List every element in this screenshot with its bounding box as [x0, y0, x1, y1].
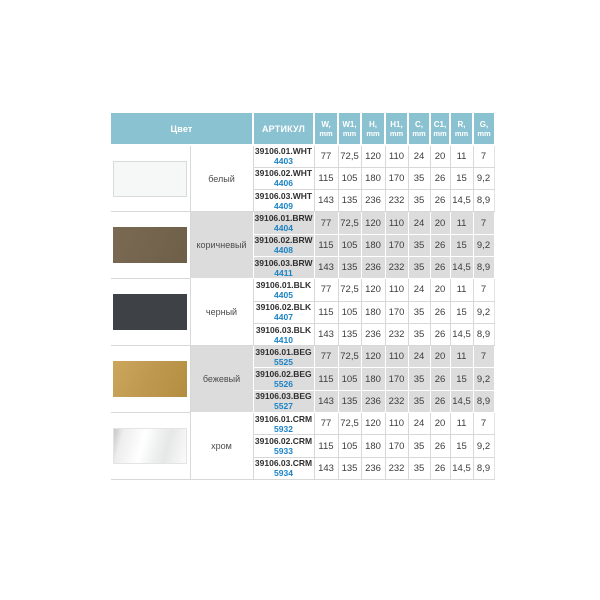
dim-value: 110	[385, 279, 408, 301]
color-swatch-cell	[111, 279, 190, 346]
dim-value: 135	[338, 323, 361, 345]
dim-value: 232	[385, 390, 408, 412]
dim-label: R,	[457, 119, 466, 129]
dim-value: 77	[314, 212, 338, 234]
dim-value: 15	[450, 435, 473, 457]
article-cell	[253, 457, 314, 479]
dim-label: C,	[415, 119, 423, 129]
dim-value: 115	[314, 167, 338, 189]
dim-value: 135	[338, 190, 361, 212]
dim-value: 20	[430, 346, 450, 368]
article-number-link[interactable]: 5932	[274, 423, 293, 434]
dim-value: 35	[408, 167, 430, 189]
color-name: черный	[190, 279, 253, 346]
dim-value: 14,5	[450, 323, 473, 345]
header-row	[111, 113, 494, 145]
spec-row	[111, 212, 494, 234]
dim-value: 72,5	[338, 413, 361, 435]
dim-value: 135	[338, 457, 361, 479]
dim-value: 105	[338, 234, 361, 256]
dim-unit-label: mm	[389, 128, 404, 138]
article-code: 39106.03.WHT	[254, 190, 313, 201]
dim-value: 135	[338, 390, 361, 412]
dim-unit-label: mm	[433, 128, 447, 138]
dim-unit-label: mm	[454, 128, 469, 138]
dim-unit-label: mm	[366, 128, 380, 138]
color-name: бежевый	[190, 346, 253, 413]
dim-value: 77	[314, 279, 338, 301]
article-code: 39106.02.CRM	[254, 436, 313, 446]
dim-value: 135	[338, 256, 361, 278]
dim-label: W1,	[342, 119, 357, 129]
dim-value: 105	[338, 435, 361, 457]
article-number-link[interactable]: 5933	[274, 446, 293, 456]
dim-value: 14,5	[450, 457, 473, 479]
dim-value: 180	[361, 301, 385, 323]
brown-color-swatch	[113, 227, 187, 263]
dim-value: 24	[408, 413, 430, 435]
article-number-link[interactable]: 4407	[274, 312, 293, 323]
article-code: 39106.01.BRW	[254, 213, 313, 224]
dim-value: 14,5	[450, 256, 473, 278]
dim-value: 7	[473, 212, 494, 234]
color-name: хром	[190, 413, 253, 480]
dim-value: 170	[385, 234, 408, 256]
color-swatch-cell	[111, 346, 190, 413]
dim-unit-label: mm	[412, 128, 426, 138]
article-code: 39106.02.BLK	[255, 302, 312, 313]
spec-table-body	[111, 145, 494, 479]
dim-value: 8,9	[473, 390, 494, 412]
dim-value: 8,9	[473, 457, 494, 479]
article-code: 39106.02.WHT	[254, 168, 313, 179]
dim-value: 8,9	[473, 323, 494, 345]
article-cell	[253, 212, 314, 234]
article-number-link[interactable]: 4403	[274, 156, 293, 167]
article-number-link[interactable]: 4410	[274, 334, 293, 345]
spec-row	[111, 346, 494, 368]
dim-value: 143	[314, 323, 338, 345]
dim-value: 9,2	[473, 301, 494, 323]
color-swatch-cell	[111, 413, 190, 480]
dim-value: 20	[430, 413, 450, 435]
dim-value: 232	[385, 457, 408, 479]
dim-label: H1,	[390, 119, 403, 129]
article-cell	[253, 256, 314, 278]
article-code: 39106.01.BEG	[255, 346, 312, 357]
dim-value: 35	[408, 435, 430, 457]
article-cell	[253, 167, 314, 189]
col-header-c1	[430, 113, 450, 145]
article-number-link[interactable]: 4408	[274, 245, 293, 256]
dim-value: 11	[450, 413, 473, 435]
dim-value: 35	[408, 390, 430, 412]
dim-value: 26	[430, 256, 450, 278]
dim-value: 9,2	[473, 234, 494, 256]
dim-value: 20	[430, 212, 450, 234]
article-code: 39106.02.BEG	[255, 369, 312, 380]
article-cell	[253, 323, 314, 345]
dim-value: 232	[385, 256, 408, 278]
dim-value: 24	[408, 145, 430, 167]
black-color-swatch	[113, 294, 187, 330]
dim-value: 115	[314, 301, 338, 323]
dim-value: 77	[314, 346, 338, 368]
dim-value: 26	[430, 167, 450, 189]
dim-value: 35	[408, 190, 430, 212]
article-cell	[253, 346, 314, 368]
dim-value: 7	[473, 279, 494, 301]
dim-value: 15	[450, 368, 473, 390]
article-code: 39106.02.BRW	[254, 235, 313, 246]
article-number-link[interactable]: 5527	[274, 401, 293, 412]
spec-row	[111, 279, 494, 301]
col-header-c	[408, 113, 430, 145]
dim-value: 24	[408, 279, 430, 301]
dim-value: 232	[385, 190, 408, 212]
article-code: 39106.03.BRW	[254, 257, 313, 268]
dim-value: 11	[450, 212, 473, 234]
dim-value: 35	[408, 323, 430, 345]
dim-value: 143	[314, 457, 338, 479]
article-cell	[253, 145, 314, 167]
dim-value: 236	[361, 190, 385, 212]
spec-row	[111, 413, 494, 435]
dim-value: 20	[430, 279, 450, 301]
article-number-link[interactable]: 4409	[274, 200, 293, 211]
article-code: 39106.03.CRM	[254, 458, 313, 469]
dim-unit-label: mm	[342, 128, 357, 138]
dim-value: 170	[385, 301, 408, 323]
dim-value: 120	[361, 346, 385, 368]
dim-value: 110	[385, 145, 408, 167]
article-cell	[253, 435, 314, 457]
dim-value: 77	[314, 145, 338, 167]
col-header-w1	[338, 113, 361, 145]
dim-value: 15	[450, 301, 473, 323]
chrome-color-swatch	[113, 428, 187, 464]
dim-value: 120	[361, 212, 385, 234]
dim-value: 35	[408, 301, 430, 323]
dim-value: 26	[430, 435, 450, 457]
dim-value: 236	[361, 323, 385, 345]
dim-value: 8,9	[473, 256, 494, 278]
dim-unit-label: mm	[319, 128, 333, 138]
article-cell	[253, 390, 314, 412]
article-cell	[253, 368, 314, 390]
dim-value: 11	[450, 145, 473, 167]
dim-label: C1,	[433, 119, 447, 129]
article-number-link[interactable]: 5525	[274, 356, 293, 367]
dim-value: 170	[385, 368, 408, 390]
dim-value: 9,2	[473, 435, 494, 457]
col-header-g	[473, 113, 494, 145]
dim-value: 9,2	[473, 368, 494, 390]
dim-value: 236	[361, 390, 385, 412]
col-header-article: АРТИКУЛ	[253, 113, 314, 145]
dim-value: 232	[385, 323, 408, 345]
col-header-w	[314, 113, 338, 145]
dim-value: 105	[338, 167, 361, 189]
dim-value: 11	[450, 279, 473, 301]
dim-value: 120	[361, 413, 385, 435]
dim-value: 170	[385, 167, 408, 189]
dim-value: 26	[430, 301, 450, 323]
dim-value: 105	[338, 368, 361, 390]
dim-value: 26	[430, 390, 450, 412]
article-code: 39106.01.BLK	[255, 279, 312, 290]
dim-value: 35	[408, 234, 430, 256]
spec-row	[111, 145, 494, 167]
dim-value: 77	[314, 413, 338, 435]
article-code: 39106.03.BEG	[255, 391, 312, 402]
dim-value: 20	[430, 145, 450, 167]
dim-value: 72,5	[338, 145, 361, 167]
dim-label: W,	[321, 119, 331, 129]
col-header-r	[450, 113, 473, 145]
white-color-swatch	[113, 161, 187, 197]
dim-value: 120	[361, 145, 385, 167]
product-spec-table	[111, 113, 495, 480]
dim-value: 180	[361, 368, 385, 390]
dim-value: 143	[314, 256, 338, 278]
dim-value: 24	[408, 346, 430, 368]
dim-value: 143	[314, 190, 338, 212]
dim-value: 7	[473, 346, 494, 368]
dim-value: 35	[408, 256, 430, 278]
dim-value: 180	[361, 234, 385, 256]
dim-value: 7	[473, 413, 494, 435]
col-header-h	[361, 113, 385, 145]
article-cell	[253, 413, 314, 435]
article-cell	[253, 190, 314, 212]
article-code: 39106.01.CRM	[254, 413, 313, 424]
dim-value: 26	[430, 190, 450, 212]
dim-value: 110	[385, 413, 408, 435]
dim-value: 26	[430, 323, 450, 345]
beige-color-swatch	[113, 361, 187, 397]
color-swatch-cell	[111, 145, 190, 212]
color-name: белый	[190, 145, 253, 212]
dim-value: 170	[385, 435, 408, 457]
dim-label: G,	[479, 119, 489, 129]
spec-table-container	[111, 113, 495, 480]
dim-value: 143	[314, 390, 338, 412]
article-number-link[interactable]: 5934	[274, 468, 293, 479]
dim-value: 14,5	[450, 390, 473, 412]
dim-value: 105	[338, 301, 361, 323]
article-number-link[interactable]: 4405	[274, 289, 293, 300]
dim-value: 120	[361, 279, 385, 301]
article-cell	[253, 234, 314, 256]
spec-table-header	[111, 113, 494, 145]
article-cell	[253, 301, 314, 323]
dim-value: 115	[314, 234, 338, 256]
dim-value: 72,5	[338, 212, 361, 234]
col-header-h1	[385, 113, 408, 145]
dim-value: 26	[430, 457, 450, 479]
dim-value: 7	[473, 145, 494, 167]
dim-value: 14,5	[450, 190, 473, 212]
article-code: 39106.01.WHT	[254, 146, 313, 157]
dim-value: 72,5	[338, 346, 361, 368]
dim-value: 24	[408, 212, 430, 234]
dim-value: 236	[361, 256, 385, 278]
article-number-link[interactable]: 5526	[274, 379, 293, 390]
article-number-link[interactable]: 4411	[274, 267, 293, 278]
dim-value: 15	[450, 234, 473, 256]
dim-value: 180	[361, 167, 385, 189]
article-code: 39106.03.BLK	[255, 324, 312, 335]
dim-unit-label: mm	[477, 128, 491, 138]
dim-value: 72,5	[338, 279, 361, 301]
dim-value: 26	[430, 368, 450, 390]
dim-value: 35	[408, 457, 430, 479]
dim-value: 15	[450, 167, 473, 189]
dim-value: 180	[361, 435, 385, 457]
dim-label: H,	[369, 119, 377, 129]
dim-value: 115	[314, 368, 338, 390]
article-number-link[interactable]: 4404	[274, 223, 293, 234]
dim-value: 26	[430, 234, 450, 256]
dim-value: 110	[385, 212, 408, 234]
dim-value: 110	[385, 346, 408, 368]
dim-value: 236	[361, 457, 385, 479]
color-swatch-cell	[111, 212, 190, 279]
dim-value: 8,9	[473, 190, 494, 212]
dim-value: 9,2	[473, 167, 494, 189]
dim-value: 115	[314, 435, 338, 457]
dim-value: 35	[408, 368, 430, 390]
article-cell	[253, 279, 314, 301]
color-name: коричневый	[190, 212, 253, 279]
article-number-link[interactable]: 4406	[274, 178, 293, 189]
dim-value: 11	[450, 346, 473, 368]
col-header-color: Цвет	[111, 113, 253, 145]
